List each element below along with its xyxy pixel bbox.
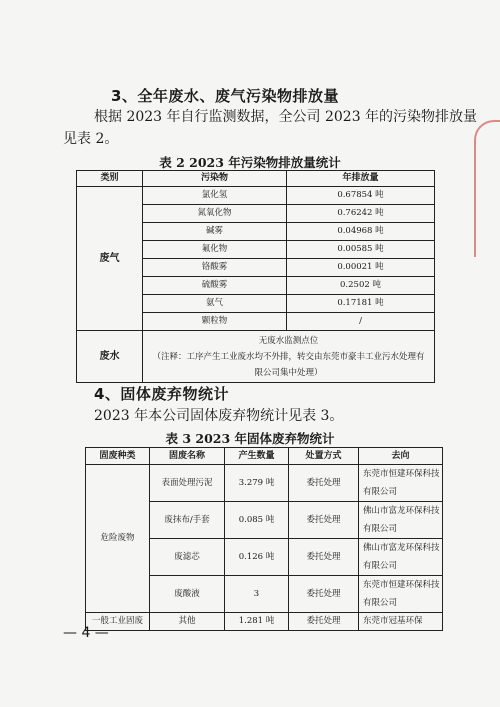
table3-header-qty: 产生数量 bbox=[225, 448, 289, 465]
section3-heading: 3、全年废水、废气污染物排放量 bbox=[111, 87, 339, 105]
waste-name-cell: 其他 bbox=[150, 613, 225, 631]
waste-name-cell: 表面处理污泥 bbox=[150, 465, 225, 502]
table3-header-row bbox=[86, 448, 443, 465]
amount-cell: / bbox=[287, 313, 435, 331]
table3 bbox=[85, 447, 443, 631]
pollutant-cell: 硫酸雾 bbox=[143, 277, 287, 295]
pollutant-cell: 氟化物 bbox=[143, 241, 287, 259]
table-row bbox=[86, 465, 443, 502]
waste-method-cell: 委托处理 bbox=[289, 465, 359, 502]
section3-paragraph-line1: 根据 2023 年自行监测数据，全公司 2023 年的污染物排放量 bbox=[94, 109, 478, 125]
waste-dest-cell: 佛山市富龙环保科技有限公司 bbox=[359, 539, 443, 576]
table-row bbox=[86, 613, 443, 631]
waste-qty-cell: 0.085 吨 bbox=[225, 502, 289, 539]
amount-cell: 0.04968 吨 bbox=[287, 223, 435, 241]
waste-dest-cell: 东莞市恒建环保科技有限公司 bbox=[359, 465, 443, 502]
waste-method-cell: 委托处理 bbox=[289, 502, 359, 539]
table3-header-type: 固废种类 bbox=[86, 448, 150, 465]
pollutant-cell: 颗粒物 bbox=[143, 313, 287, 331]
waste-dest-cell: 东莞市冠基环保 bbox=[359, 613, 443, 631]
pollutant-cell: 氯化氢 bbox=[143, 187, 287, 205]
waste-qty-cell: 3.279 吨 bbox=[225, 465, 289, 502]
waste-dest-cell: 佛山市富龙环保科技有限公司 bbox=[359, 502, 443, 539]
table2-header-row bbox=[77, 171, 435, 187]
waste-name-cell: 废抹布/手套 bbox=[150, 502, 225, 539]
amount-cell: 0.2502 吨 bbox=[287, 277, 435, 295]
hazardous-category-cell: 危险废物 bbox=[86, 465, 150, 613]
table3-caption: 表 3 2023 年固体废弃物统计 bbox=[165, 431, 335, 446]
waste-name-cell: 废酸液 bbox=[150, 576, 225, 613]
partial-seal-stamp bbox=[474, 120, 500, 257]
general-category-cell: 一般工业固废 bbox=[86, 613, 150, 631]
waste-qty-cell: 1.281 吨 bbox=[225, 613, 289, 631]
section4-paragraph: 2023 年本公司固体废弃物统计见表 3。 bbox=[94, 408, 344, 424]
waste-method-cell: 委托处理 bbox=[289, 613, 359, 631]
table3-header-dest: 去向 bbox=[359, 448, 443, 465]
amount-cell: 0.00585 吨 bbox=[287, 241, 435, 259]
waste-method-cell: 委托处理 bbox=[289, 539, 359, 576]
table3-header-method: 处置方式 bbox=[289, 448, 359, 465]
table2 bbox=[76, 170, 435, 383]
pollutant-cell: 铬酸雾 bbox=[143, 259, 287, 277]
waste-method-cell: 委托处理 bbox=[289, 576, 359, 613]
waste-dest-cell: 东莞市恒建环保科技有限公司 bbox=[359, 576, 443, 613]
water-note-cell: 无废水监测点位 （注释：工序产生工业废水均不外排，转交由东莞市豪丰工业污水处理有限公司集中处理） bbox=[143, 331, 435, 383]
waste-name-cell: 废滤芯 bbox=[150, 539, 225, 576]
table-row bbox=[77, 331, 435, 383]
pollutant-cell: 碱雾 bbox=[143, 223, 287, 241]
amount-cell: 0.76242 吨 bbox=[287, 205, 435, 223]
pollutant-cell: 氨气 bbox=[143, 295, 287, 313]
pollutant-cell: 氮氧化物 bbox=[143, 205, 287, 223]
section3-paragraph-line2: 见表 2。 bbox=[63, 131, 119, 147]
table2-header-amount: 年排放量 bbox=[287, 171, 435, 187]
gas-category-cell: 废气 bbox=[77, 187, 143, 331]
table-row bbox=[77, 187, 435, 205]
table2-header-pollutant: 污染物 bbox=[143, 171, 287, 187]
table3-header-name: 固废名称 bbox=[150, 448, 225, 465]
table2-header-category: 类别 bbox=[77, 171, 143, 187]
page-number: — 4 — bbox=[63, 625, 109, 641]
amount-cell: 0.00021 吨 bbox=[287, 259, 435, 277]
amount-cell: 0.67854 吨 bbox=[287, 187, 435, 205]
waste-qty-cell: 3 bbox=[225, 576, 289, 613]
water-category-cell: 废水 bbox=[77, 331, 143, 383]
section4-heading: 4、固体废弃物统计 bbox=[94, 385, 229, 403]
amount-cell: 0.17181 吨 bbox=[287, 295, 435, 313]
waste-qty-cell: 0.126 吨 bbox=[225, 539, 289, 576]
table2-caption: 表 2 2023 年污染物排放量统计 bbox=[159, 155, 341, 170]
